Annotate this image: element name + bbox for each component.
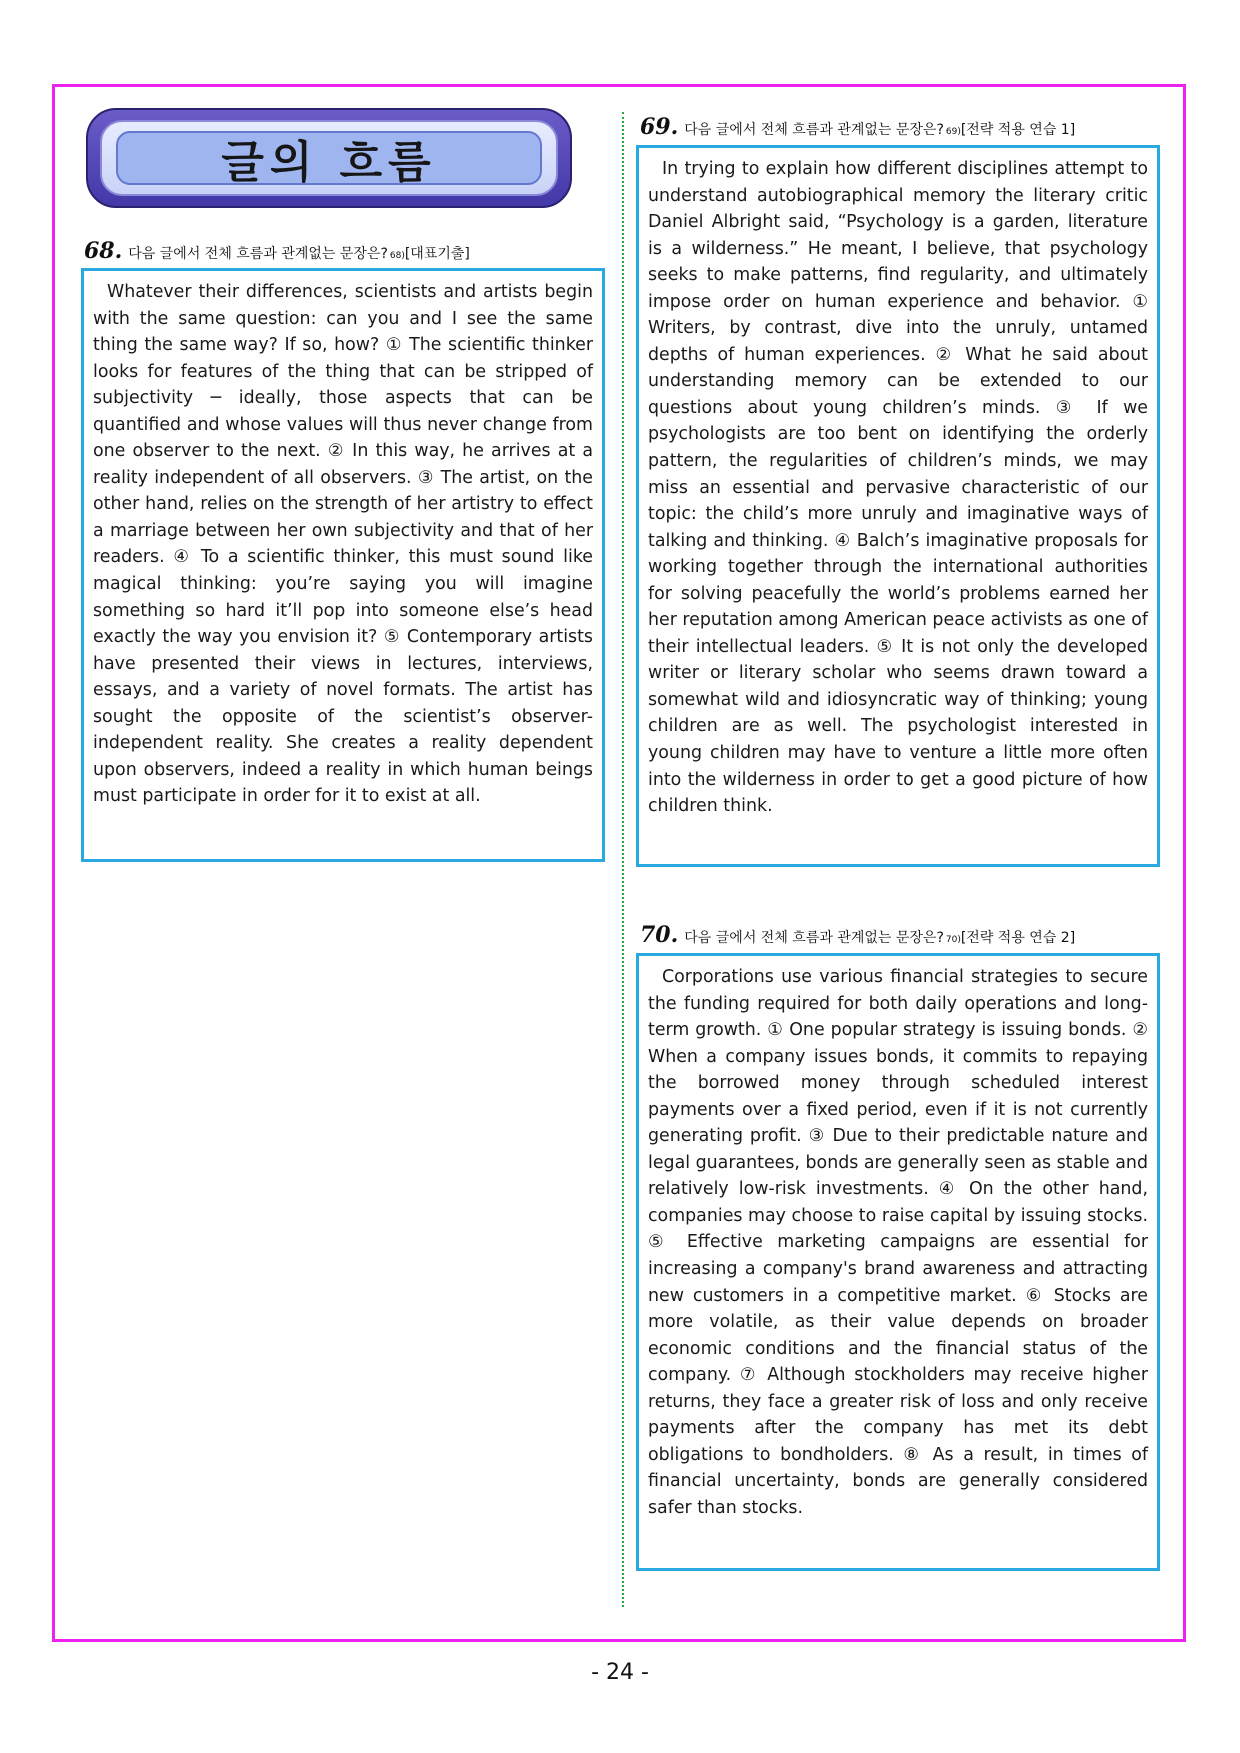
page-number: - 24 -	[591, 1660, 649, 1685]
section-banner	[86, 108, 572, 208]
question-prompt: 다음 글에서 전체 흐름과 관계없는 문장은?	[684, 122, 944, 138]
question-number: 69.	[640, 114, 679, 140]
source-reference: 70)	[945, 935, 961, 945]
question-header-69	[640, 114, 1075, 140]
passage-text: In trying to explain how different disciplines attempt to understand autobiographical memory the literary critic Daniel Albright said, “Psychology is a garden, literature is a wilderness.” He meant, I believe, that psychology seeks to make patterns, find regularity, and ultimately impose order on human experience and behavior. ① Writers, by contrast, dive into the unruly, untamed depths of human experiences. ② What he said about understanding memory can be extended to our questions about young children’s minds. ③ If we psychologists are too bent on identifying the orderly pattern, the regularities of children’s minds, we may miss an essential and pervasive characteristic of our topic: the child’s more unruly and imaginative ways of talking and thinking. ④ Balch’s imaginative proposals for working together through the international authorities for solving peacefully the world’s problems earned her her reputation among American peace activists as one of their intellectual leaders. ⑤ It is not only the developed writer or literary scholar who seems drawn toward a somewhat wild and idiosyncratic way of thinking; young children are as well. The psychologist interested in young children may have to venture a little more often into the wilderness in order to get a good picture of how children think.	[648, 159, 1148, 817]
passage-box-70	[636, 953, 1160, 1571]
question-tag: [전략 적용 연습 1]	[960, 122, 1076, 138]
source-reference: 69)	[945, 127, 961, 137]
passage-box-69	[636, 145, 1160, 867]
question-number: 70.	[640, 922, 679, 948]
question-tag: [전략 적용 연습 2]	[960, 930, 1076, 946]
question-header-68	[84, 238, 470, 264]
column-divider	[622, 112, 624, 1607]
section-title: 글의 흐름	[221, 137, 437, 188]
question-header-70	[640, 922, 1075, 948]
passage-box-68	[81, 268, 605, 862]
question-tag: [대표기출]	[404, 246, 470, 262]
passage-text: Whatever their differences, scientists and artists begin with the same question: can you and I see the same thing the same way? If so, how? ① The scientific thinker looks for features of the thing that can be stripped of subjectivity ─ ideally, those aspects that can be quantified and whose values will thus never change from one observer to the next. ② In this way, he arrives at a reality independent of all observers. ③ The artist, on the other hand, relies on the strength of her artistry to effect a marriage between her own subjectivity and that of her readers. ④ To a scientific thinker, this must sound like magical thinking: you’re saying you will imagine something so hard it’ll pop into someone else’s head exactly the way you envision it? ⑤ Contemporary artists have presented their views in lectures, interviews, essays, and a variety of novel formats. The artist has sought the opposite of the scientist’s observer-independent reality. She creates a reality dependent upon observers, indeed a reality in which human beings must participate in order for it to exist at all.	[93, 282, 593, 807]
question-number: 68.	[84, 238, 123, 264]
source-reference: 68)	[389, 251, 405, 261]
passage-text: Corporations use various financial strategies to secure the funding required for both daily operations and long-term growth. ① One popular strategy is issuing bonds. ② When a company issues bonds, it commits to repaying the borrowed money through scheduled interest payments over a fixed period, even if it is not currently generating profit. ③ Due to their predictable nature and legal guarantees, bonds are generally seen as stable and relatively low-risk investments. ④ On the other hand, companies may choose to raise capital by issuing stocks. ⑤ Effective marketing campaigns are essential for increasing a company's brand awareness and attracting new customers in a competitive market. ⑥ Stocks are more volatile, as their value depends on broader economic conditions and the financial status of the company. ⑦ Although stockholders may receive higher returns, they face a greater risk of loss and only receive payments after the company has met its debt obligations to bondholders. ⑧ As a result, in times of financial uncertainty, bonds are generally considered safer than stocks.	[648, 967, 1148, 1518]
question-prompt: 다음 글에서 전체 흐름과 관계없는 문장은?	[684, 930, 944, 946]
question-prompt: 다음 글에서 전체 흐름과 관계없는 문장은?	[128, 246, 388, 262]
